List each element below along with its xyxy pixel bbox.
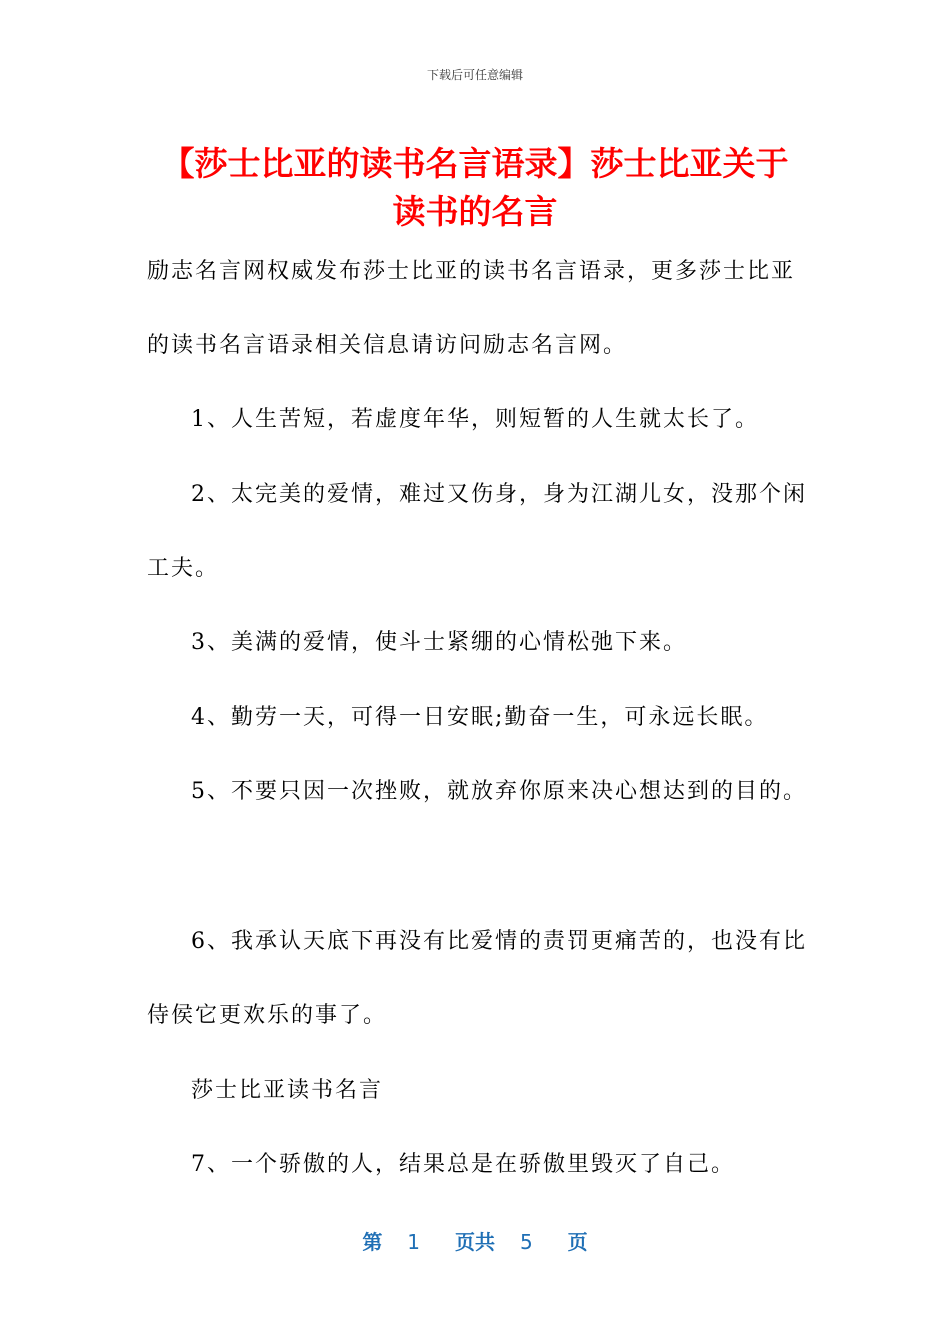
quote-7: 7、一个骄傲的人，结果总是在骄傲里毁灭了自己。 (191, 1152, 735, 1177)
footer-total-pages: 5 (519, 1230, 533, 1254)
footer-page-suffix: 页 (567, 1230, 588, 1254)
footer-total-label: 页共 (455, 1230, 495, 1254)
document-title (145, 140, 805, 236)
footer-page-number: 1 (407, 1230, 421, 1254)
title-line-1: 【莎士比亚的读书名言语录】莎士比亚关于 (161, 144, 789, 183)
footer-page-label: 第 (362, 1230, 383, 1254)
quote-6-line-1: 6、我承认天底下再没有比爱情的责罚更痛苦的，也没有比 (191, 929, 807, 954)
quote-2-line-2: 工夫。 (147, 556, 220, 581)
title-line-2: 读书的名言 (392, 192, 558, 231)
quote-5: 5、不要只因一次挫败，就放弃你原来决心想达到的目的。 (191, 779, 807, 804)
intro-line-1: 励志名言网权威发布莎士比亚的读书名言语录，更多莎士比亚 (147, 259, 796, 284)
quote-2-line-1: 2、太完美的爱情，难过又伤身，身为江湖儿女，没那个闲 (191, 482, 807, 507)
section-heading: 莎士比亚读书名言 (191, 1078, 384, 1103)
intro-line-2: 的读书名言语录相关信息请访问励志名言网。 (147, 333, 628, 358)
header-note: 下载后可任意编辑 (426, 68, 523, 82)
quote-4: 4、勤劳一天，可得一日安眠;勤奋一生，可永远长眠。 (191, 705, 769, 730)
quote-1: 1、人生苦短，若虚度年华，则短暂的人生就太长了。 (191, 407, 759, 432)
quote-6-line-2: 侍侯它更欢乐的事了。 (147, 1003, 388, 1028)
quote-3: 3、美满的爱情，使斗士紧绷的心情松弛下来。 (191, 630, 687, 655)
page-footer (0, 1226, 950, 1255)
